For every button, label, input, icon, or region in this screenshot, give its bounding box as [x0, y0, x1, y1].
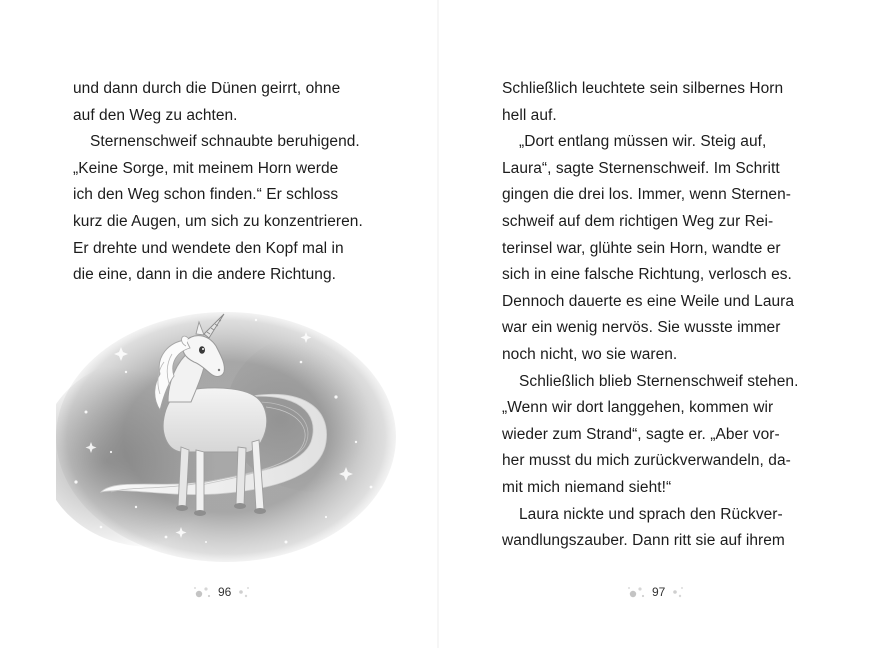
text-line: Sternenschweif schnaubte beruhigend. [90, 133, 360, 151]
right-page-text [502, 76, 812, 555]
sparkle-icon [192, 584, 214, 600]
text-line: „Keine Sorge, mit meinem Horn werde [73, 159, 339, 177]
left-page [0, 0, 438, 648]
text-line: hell auf. [502, 106, 557, 124]
text-line: die eine, dann in die andere Richtung. [73, 266, 337, 284]
text-line: Er drehte und wendete den Kopf mal in [73, 239, 344, 257]
text-line: auf den Weg zu achten. [73, 106, 238, 124]
page-number-left [192, 580, 253, 604]
page-number-right [626, 580, 687, 604]
text-line: wieder zum Strand“, sagte er. „Aber vor- [502, 425, 780, 443]
text-line: mit mich niemand sieht!“ [502, 478, 672, 496]
text-line: war ein wenig nervös. Sie wusste immer [502, 319, 781, 337]
sparkle-icon [235, 584, 253, 600]
text-line: her musst du mich zurückverwandeln, da- [502, 452, 791, 470]
text-line: sich in eine falsche Richtung, verlosch es. [502, 266, 792, 284]
text-line: ich den Weg schon finden.“ Er schloss [73, 186, 339, 204]
text-line: wandlungszauber. Dann ritt sie auf ihrem [502, 532, 785, 550]
text-line: Schließlich leuchtete sein silbernes Horn [502, 80, 784, 97]
text-line: gingen die drei los. Immer, wenn Sternen- [502, 186, 791, 204]
page-number: 97 [652, 585, 666, 599]
text-line: Dennoch dauerte es eine Weile und Laura [502, 292, 795, 310]
sparkle-icon [669, 584, 687, 600]
text-line: Schließlich blieb Sternenschweif stehen. [519, 372, 799, 390]
text-line: und dann durch die Dünen geirrt, ohne [73, 80, 341, 97]
page-number: 96 [218, 585, 232, 599]
text-line: noch nicht, wo sie waren. [502, 345, 678, 363]
unicorn-illustration [56, 302, 396, 562]
sparkle-icon [626, 584, 648, 600]
text-line: „Dort entlang müssen wir. Steig auf, [519, 133, 767, 151]
text-line: kurz die Augen, um sich zu konzentrieren. [73, 212, 363, 230]
left-page-text [73, 76, 373, 289]
text-line: terinsel war, glühte sein Horn, wandte er [502, 239, 781, 257]
text-line: schweif auf dem richtigen Weg zur Rei- [502, 212, 774, 230]
text-line: Laura“, sagte Sternenschweif. Im Schritt [502, 159, 780, 177]
text-line: „Wenn wir dort langgehen, kommen wir [502, 399, 774, 417]
text-line: Laura nickte und sprach den Rückver- [519, 505, 783, 523]
right-page [438, 0, 877, 648]
